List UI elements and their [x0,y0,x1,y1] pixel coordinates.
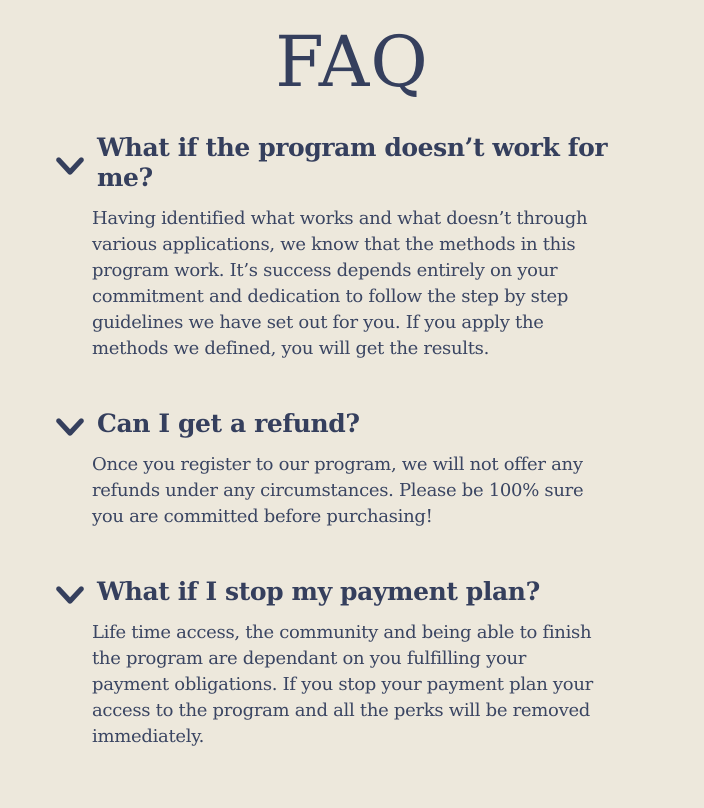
faq-answer: Once you register to our program, we will not offer any refunds under any circumstances. Please be 100% sure you are committed before purchasing! [92,453,584,527]
chevron-down-icon[interactable] [55,416,85,439]
faq-answer: Having identified what works and what doesn’t through various applications, we know that the methods in this program work. It’s success depends entirely on your commitment and dedication to follow the step by step guidelines we have set out for you. If you apply the methods we defined, you will get the results. [92,207,588,359]
faq-question-toggle[interactable] [55,133,664,193]
chevron-down-icon[interactable] [55,584,85,607]
faq-question-toggle[interactable] [55,577,664,607]
faq-item [55,133,664,362]
faq-question[interactable]: Can I get a refund? [97,408,360,438]
faq-item [55,409,664,530]
page-title: FAQ [275,21,429,103]
faq-answer: Life time access, the community and being able to finish the program are dependant on you fulfilling your payment obligations. If you stop your payment plan your access to the program and all the perks will be removed immediately. [92,621,593,747]
faq-question-toggle[interactable] [55,409,664,439]
chevron-down-icon[interactable] [55,155,85,178]
faq-list [0,133,704,750]
faq-item [55,577,664,750]
faq-question[interactable]: What if I stop my payment plan? [97,576,540,606]
faq-question[interactable]: What if the program doesn’t work for me? [97,132,608,192]
